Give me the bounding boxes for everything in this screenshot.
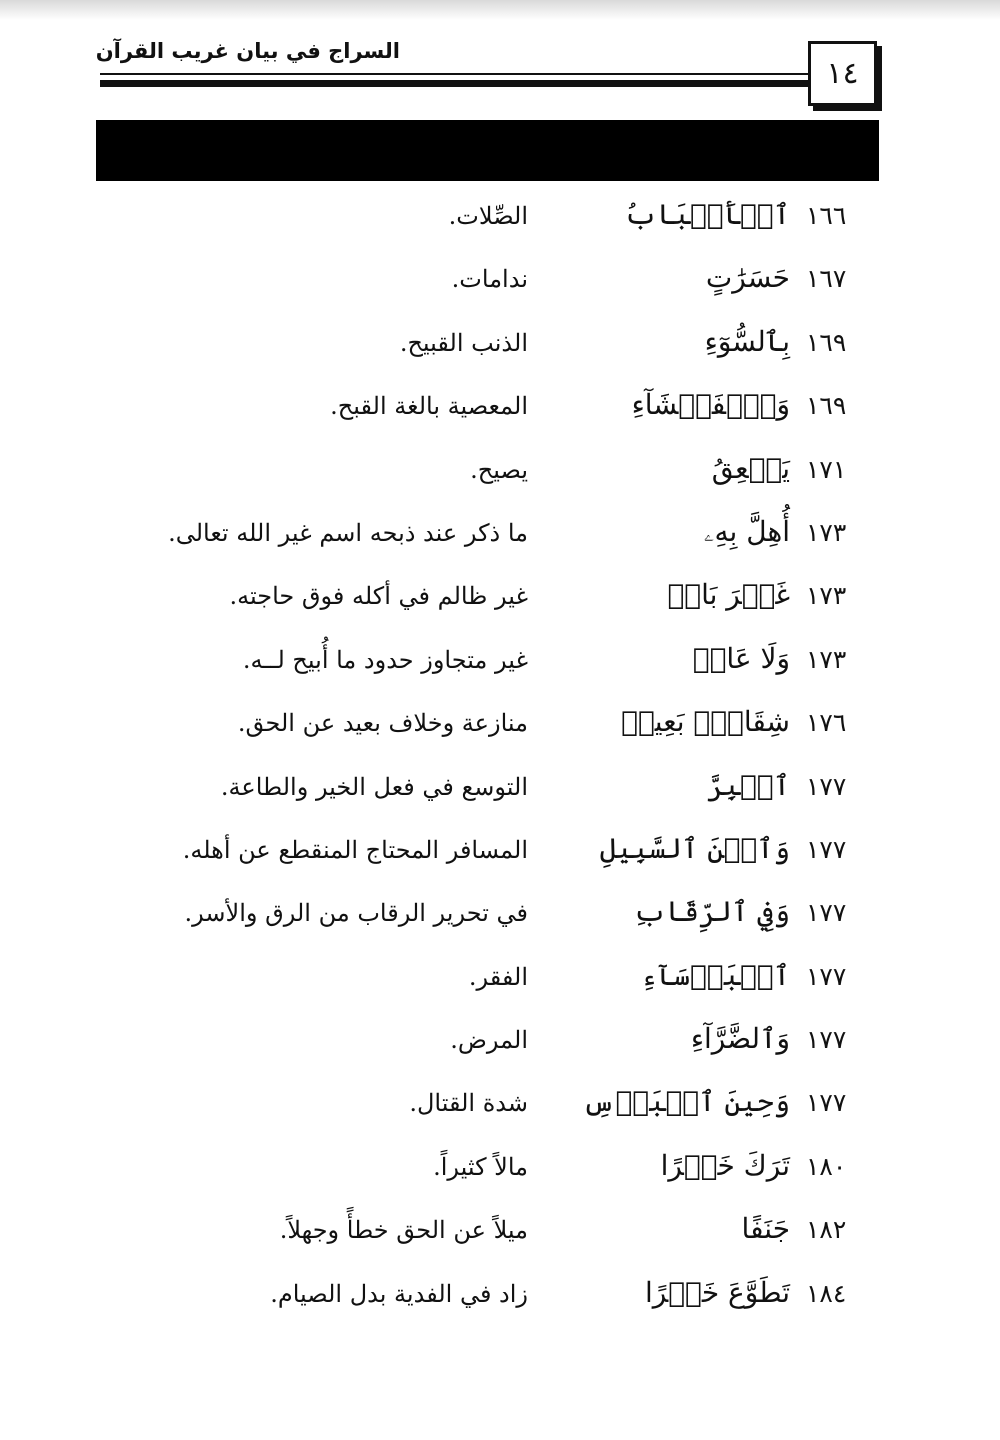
glossary-entry [0, 247, 1000, 310]
word-meaning: مالاً كثيراً. [433, 1152, 528, 1181]
word-meaning: التوسع في فعل الخير والطاعة. [220, 772, 528, 801]
verse-number: ١٧٣ [806, 517, 847, 547]
quran-word: تَرَكَ خَيۡرًا [660, 1148, 790, 1182]
word-meaning: منازعة وخلاف بعيد عن الحق. [237, 709, 528, 738]
word-meaning: ندامات. [451, 265, 528, 294]
quran-word: غَيۡرَ بَاغٖ [667, 578, 790, 612]
header-rule-thin [100, 73, 812, 75]
quran-word: وَٱلضَّرَّآءِ [690, 1022, 790, 1056]
glossary-list [0, 184, 1000, 1325]
quran-word: وَٱبۡنَ ٱلسَّبِيلِ [599, 831, 790, 865]
verse-number: ١٧٧ [806, 771, 847, 801]
quran-word: ٱلۡبَأۡسَآءِ [640, 958, 790, 992]
verse-number: ١٧٧ [806, 961, 847, 991]
glossary-entry [0, 1071, 1000, 1134]
verse-number: ١٧٣ [806, 581, 847, 611]
verse-number: ١٦٦ [806, 201, 847, 230]
word-meaning: ميلاً عن الحق خطأً وجهلاً. [279, 1216, 528, 1245]
glossary-entry [0, 311, 1000, 374]
word-meaning: شدة القتال. [409, 1089, 528, 1118]
word-meaning: الفقر. [468, 962, 528, 991]
word-meaning: المسافر المحتاج المنقطع عن أهله. [182, 835, 528, 864]
word-meaning: في تحرير الرقاب من الرق والأسر. [184, 899, 528, 928]
glossary-entry [0, 1262, 1000, 1325]
glossary-entry [0, 945, 1000, 1008]
quran-word: جَنَفًا [741, 1212, 790, 1246]
verse-number: ١٧٧ [806, 1025, 847, 1055]
quran-word: وَلَا عَادٖ [692, 641, 790, 675]
page-number: ١٤ [808, 41, 877, 106]
quran-word: تَطَوَّعَ خَيۡرًا [645, 1275, 790, 1309]
glossary-entry [0, 438, 1000, 501]
glossary-entry [0, 818, 1000, 881]
verse-number: ١٦٩ [806, 391, 847, 421]
quran-word: وَحِينَ ٱلۡبَأۡسِ [582, 1085, 790, 1119]
glossary-entry [0, 628, 1000, 691]
glossary-entry [0, 1008, 1000, 1071]
quran-word: ٱلۡأَسۡبَابُ [624, 198, 790, 231]
verse-number: ١٧٧ [806, 834, 847, 864]
top-shadow [0, 0, 1000, 20]
verse-number: ١٧٦ [806, 708, 847, 738]
verse-number: ١٨٢ [806, 1215, 847, 1245]
word-meaning: المرض. [450, 1026, 528, 1055]
glossary-entry [0, 374, 1000, 437]
glossary-entry [0, 1198, 1000, 1261]
verse-number: ١٧١ [806, 454, 847, 484]
quran-word: يَنۡعِقُ [711, 451, 790, 485]
word-meaning: الذنب القبيح. [399, 328, 528, 357]
word-meaning: غير ظالم في أكله فوق حاجته. [229, 582, 528, 611]
word-meaning: غير متجاوز حدود ما أُبيح لــه. [242, 645, 528, 674]
glossary-entry [0, 881, 1000, 944]
word-meaning: المعصية بالغة القبح. [330, 392, 528, 421]
book-title: السراج في بيان غريب القرآن [95, 39, 400, 63]
quran-word: وَفِي ٱلرِّقَابِ [633, 895, 790, 929]
glossary-entry [0, 691, 1000, 754]
glossary-entry [0, 564, 1000, 627]
word-meaning: زاد في الفدية بدل الصيام. [270, 1279, 528, 1308]
glossary-entry [0, 501, 1000, 564]
glossary-entry [0, 184, 1000, 247]
header-band [96, 120, 879, 181]
verse-number: ١٦٩ [806, 327, 847, 357]
verse-number: ١٧٧ [806, 1088, 847, 1118]
verse-number: ١٧٧ [806, 898, 847, 928]
quran-word: وَٱلۡفَحۡشَآءِ [631, 388, 790, 422]
header-rule-thick [100, 80, 812, 87]
glossary-entry [0, 1135, 1000, 1198]
verse-number: ١٦٧ [806, 264, 847, 294]
glossary-entry [0, 755, 1000, 818]
verse-number: ١٨٠ [806, 1151, 847, 1181]
word-meaning: ما ذكر عند ذبحه اسم غير الله تعالى. [168, 518, 528, 547]
word-meaning: الصِّلات. [448, 202, 528, 230]
quran-word: ٱلۡبِرَّ [707, 768, 790, 802]
verse-number: ١٨٤ [806, 1278, 847, 1308]
quran-word: بِٱلسُّوٓءِ [704, 324, 790, 358]
quran-word: حَسَرَٰتٍ [705, 261, 790, 295]
word-meaning: يصيح. [470, 455, 528, 484]
quran-word: شِقَاقِۭ بَعِيدٖ [621, 705, 790, 739]
verse-number: ١٧٣ [806, 644, 847, 674]
quran-word: أُهِلَّ بِهِۦ [703, 514, 790, 548]
